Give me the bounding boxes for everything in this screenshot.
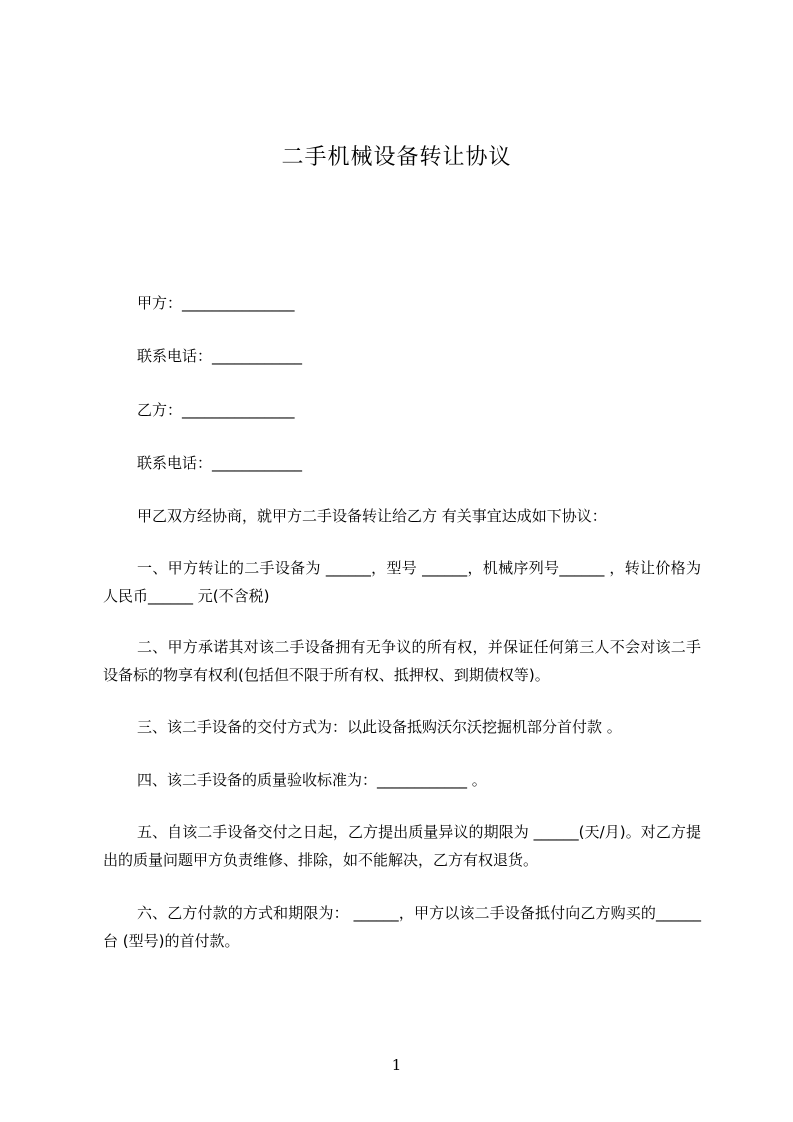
- party-b-line: 乙方：_______________: [137, 401, 295, 419]
- page-number: 1: [391, 1056, 402, 1074]
- document-title: 二手机械设备转让协议: [281, 145, 512, 170]
- party-b-phone-line: 联系电话：____________: [137, 454, 303, 472]
- party-a-phone-line: 联系电话：____________: [137, 347, 303, 365]
- clause-5: 五、自该二手设备交付之日起，乙方提出质量异议的期限为 ______(天/月)。对乙方提出的质量问题甲方负责维修、排除，如不能解决，乙方有权退货。: [103, 823, 701, 869]
- party-a-line: 甲方：_______________: [137, 294, 295, 312]
- clause-3: 三、该二手设备的交付方式为：以此设备抵购沃尔沃挖掘机部分首付款 。: [137, 718, 622, 736]
- intro-paragraph: 甲乙双方经协商，就甲方二手设备转让给乙方 有关事宜达成如下协议：: [137, 507, 607, 525]
- clause-2: 二、甲方承诺其对该二手设备拥有无争议的所有权，并保证任何第三人不会对该二手设备标的物享有权利(包括但不限于所有权、抵押权、到期债权等)。: [103, 638, 701, 684]
- clause-1: 一、甲方转让的二手设备为 ______，型号 ______，机械序列号______ ，转让价格为人民币______ 元(不含税): [103, 559, 701, 605]
- clause-6: 六、乙方付款的方式和期限为： ______，甲方以该二手设备抵付向乙方购买的______台 (型号)的首付款。: [103, 904, 701, 950]
- clause-4: 四、该二手设备的质量验收标准为：____________ 。: [137, 771, 487, 789]
